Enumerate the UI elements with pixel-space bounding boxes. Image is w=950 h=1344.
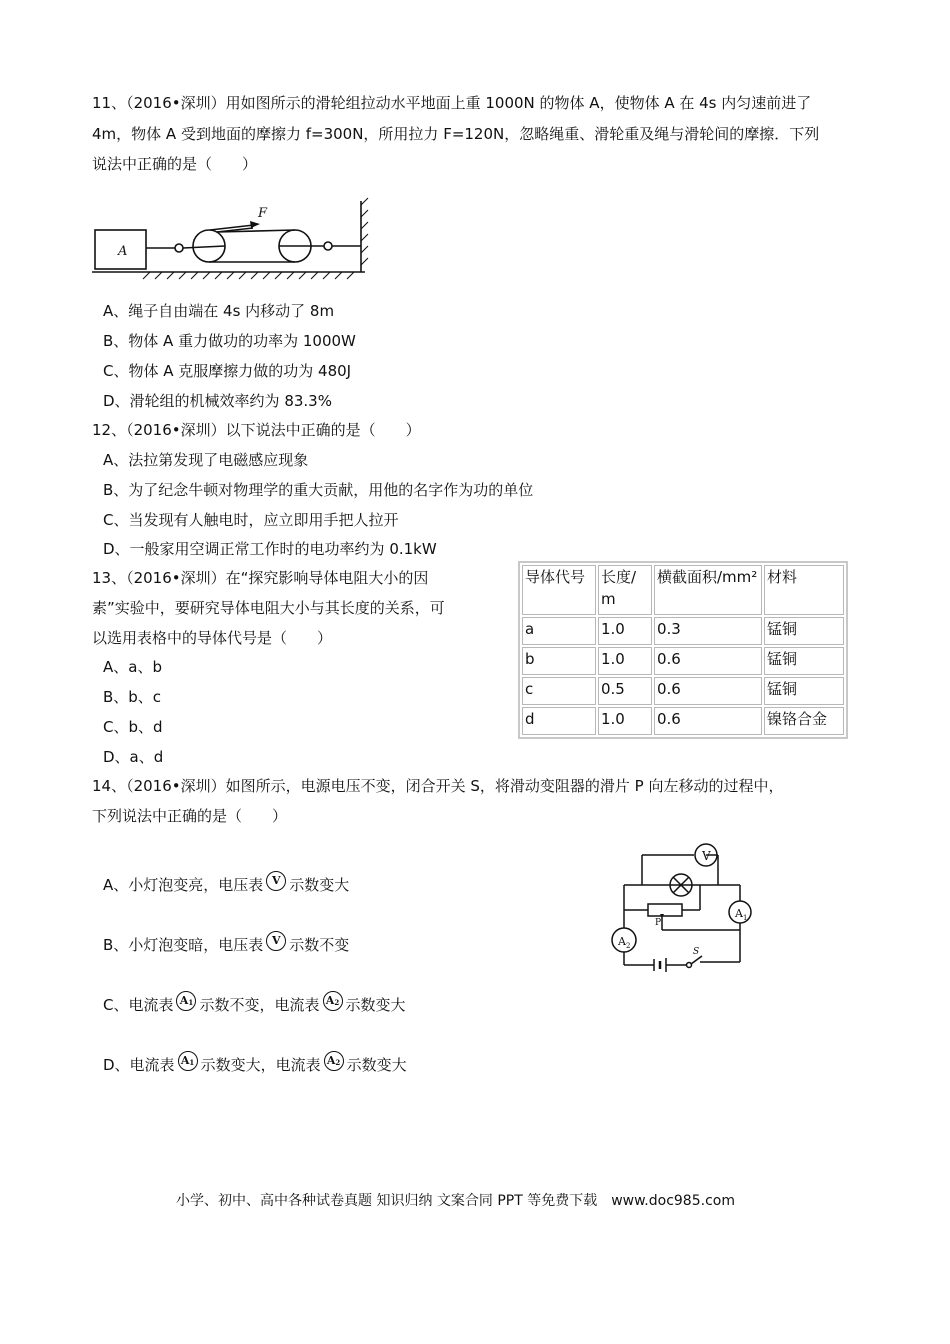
circuit-a1-label: A bbox=[735, 907, 743, 920]
q14-option-d bbox=[103, 1050, 407, 1080]
voltmeter-icon: V bbox=[266, 931, 286, 951]
circuit-a1-sub: 1 bbox=[743, 914, 748, 922]
q13-option-b: B、b、c bbox=[103, 688, 162, 706]
cell-material: 锰铜 bbox=[764, 677, 844, 705]
circuit-a2-sub: 2 bbox=[626, 942, 631, 950]
cell-length: 1.0 bbox=[598, 617, 652, 645]
q14-option-d-pre: D、电流表 bbox=[103, 1056, 175, 1074]
header-length: 长度/m bbox=[598, 565, 652, 615]
cell-area: 0.6 bbox=[654, 707, 762, 735]
q14-option-c-pre: C、电流表 bbox=[103, 996, 174, 1014]
q14-option-d-post: 示数变大 bbox=[346, 1056, 407, 1074]
q11-stem-line1: 11、（2016•深圳）用如图所示的滑轮组拉动水平地面上重 1000N 的物体 A，使物体 A 在 4s 内匀速前进了 bbox=[92, 94, 812, 112]
cell-code: b bbox=[522, 647, 596, 675]
header-material: 材料 bbox=[764, 565, 844, 615]
cell-material: 镍铬合金 bbox=[764, 707, 844, 735]
cell-material: 锰铜 bbox=[764, 647, 844, 675]
ammeter-a1-icon: $A_1$ bbox=[176, 991, 196, 1011]
block-label: A bbox=[118, 244, 128, 259]
q13-option-d: D、a、d bbox=[103, 748, 164, 766]
ammeter-a2-icon: $A_2$ bbox=[324, 1051, 344, 1071]
cell-code: a bbox=[522, 617, 596, 645]
table-row bbox=[522, 677, 844, 705]
force-arrowhead bbox=[250, 221, 260, 228]
cell-code: c bbox=[522, 677, 596, 705]
q13-stem-line2: 素”实验中，要研究导体电阻大小与其长度的关系，可 bbox=[92, 599, 445, 617]
wall-hatching bbox=[361, 198, 368, 265]
q12-option-b: B、为了纪念牛顿对物理学的重大贡献，用他的名字作为功的单位 bbox=[103, 481, 534, 499]
table-header-row bbox=[522, 565, 844, 615]
ammeter-a1-icon: $A_1$ bbox=[178, 1051, 198, 1071]
cell-material: 锰铜 bbox=[764, 617, 844, 645]
ground-hatching bbox=[143, 272, 354, 279]
header-code: 导体代号 bbox=[522, 565, 596, 615]
cell-area: 0.6 bbox=[654, 677, 762, 705]
q14-stem-line2: 下列说法中正确的是（ ） bbox=[92, 807, 288, 825]
q13-option-a: A、a、b bbox=[103, 658, 162, 676]
q11-option-d: D、滑轮组的机械效率约为 83.3% bbox=[103, 392, 332, 410]
q14-option-c-post: 示数变大 bbox=[345, 996, 406, 1014]
q13-option-c: C、b、d bbox=[103, 718, 163, 736]
cell-area: 0.3 bbox=[654, 617, 762, 645]
q11-option-b: B、物体 A 重力做功的功率为 1000W bbox=[103, 332, 356, 350]
q11-option-a: A、绳子自由端在 4s 内移动了 8m bbox=[103, 302, 335, 320]
q13-stem-line1: 13、（2016•深圳）在“探究影响导体电阻大小的因 bbox=[92, 569, 429, 587]
q13-stem-line3: 以选用表格中的导体代号是（ ） bbox=[92, 629, 333, 647]
force-label: F bbox=[258, 206, 268, 221]
cell-length: 0.5 bbox=[598, 677, 652, 705]
voltmeter-icon: V bbox=[266, 871, 286, 891]
q12-option-c: C、当发现有人触电时，应立即用手把人拉开 bbox=[103, 511, 399, 529]
ammeter-a2-icon: $A_2$ bbox=[323, 991, 343, 1011]
pulley-figure bbox=[90, 195, 380, 285]
q14-option-d-mid: 示数变大，电流表 bbox=[200, 1056, 321, 1074]
q14-option-a-pre: A、小灯泡变亮，电压表 bbox=[103, 876, 264, 894]
q11-stem-line3: 说法中正确的是（ ） bbox=[92, 155, 258, 173]
q14-option-b bbox=[103, 930, 349, 960]
q14-stem-line1: 14、（2016•深圳）如图所示，电源电压不变，闭合开关 S，将滑动变阻器的滑片 P 向左移动的过程中， bbox=[92, 777, 784, 795]
q11-option-c: C、物体 A 克服摩擦力做的功为 480J bbox=[103, 362, 352, 380]
q14-option-a bbox=[103, 870, 349, 900]
table-row bbox=[522, 617, 844, 645]
circuit-p-label: P bbox=[655, 918, 662, 928]
q14-option-c-mid: 示数不变，电流表 bbox=[199, 996, 320, 1014]
cell-length: 1.0 bbox=[598, 707, 652, 735]
q12-option-d: D、一般家用空调正常工作时的电功率约为 0.1kW bbox=[103, 540, 437, 558]
table-row bbox=[522, 707, 844, 735]
cell-area: 0.6 bbox=[654, 647, 762, 675]
rheostat bbox=[648, 904, 682, 916]
q14-option-c bbox=[103, 990, 406, 1020]
header-area: 横截面积/mm² bbox=[654, 565, 762, 615]
q14-option-b-pre: B、小灯泡变暗，电压表 bbox=[103, 936, 264, 954]
circuit-v-label: V bbox=[702, 849, 711, 863]
circuit-diagram bbox=[608, 840, 758, 975]
circuit-s-label: S bbox=[693, 947, 700, 957]
q11-stem-line2: 4m，物体 A 受到地面的摩擦力 f=300N，所用拉力 F=120N，忽略绳重、滑轮重及绳与滑轮间的摩擦．下列 bbox=[92, 125, 820, 143]
circuit-a2-label: A bbox=[618, 935, 626, 948]
conductor-table bbox=[518, 561, 848, 739]
cell-code: d bbox=[522, 707, 596, 735]
q14-option-a-post: 示数变大 bbox=[289, 876, 350, 894]
q12-stem: 12、（2016•深圳）以下说法中正确的是（ ） bbox=[92, 421, 421, 439]
cell-length: 1.0 bbox=[598, 647, 652, 675]
q12-option-a: A、法拉第发现了电磁感应现象 bbox=[103, 451, 309, 469]
q14-option-b-post: 示数不变 bbox=[289, 936, 350, 954]
page-footer: 小学、初中、高中各种试卷真题 知识归纳 文案合同 PPT 等免费下载 www.doc985.com bbox=[176, 1193, 735, 1209]
table-row bbox=[522, 647, 844, 675]
